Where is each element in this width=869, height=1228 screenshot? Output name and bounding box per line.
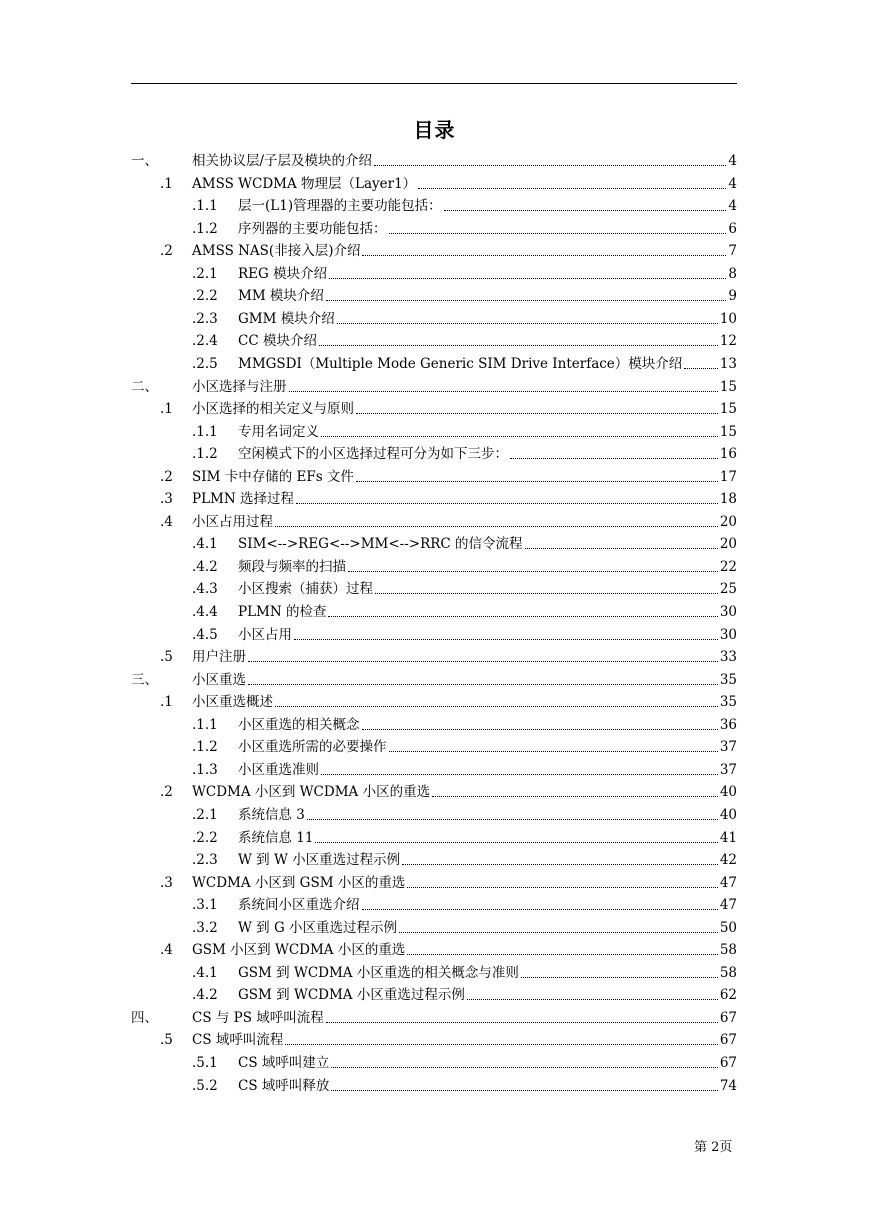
- toc-entry-page: 40: [719, 806, 737, 823]
- toc-entry[interactable]: [0, 512, 869, 532]
- toc-entry-title: WCDMA 小区到 WCDMA 小区的重选: [192, 784, 431, 801]
- toc-entry-number: .5: [160, 1032, 173, 1049]
- toc-leader-dots: [362, 909, 718, 910]
- toc-entry[interactable]: [0, 918, 869, 938]
- toc-entry-number: .4.2: [192, 987, 218, 1004]
- toc-entry-title: SIM 卡中存储的 EFs 文件: [192, 468, 354, 485]
- toc-entry-page: 36: [719, 716, 737, 733]
- toc-entry[interactable]: [0, 219, 869, 239]
- toc-entry[interactable]: [0, 354, 869, 374]
- toc-entry[interactable]: [0, 805, 869, 825]
- toc-entry-body: [238, 985, 737, 1005]
- toc-entry-number: .2.3: [192, 852, 218, 869]
- toc-entry-number: .2.4: [192, 333, 218, 350]
- toc-entry-title: 小区重选: [192, 671, 246, 688]
- toc-entry-body: [192, 1008, 737, 1028]
- toc-entry-title: 相关协议层/子层及模块的介绍: [192, 153, 373, 169]
- toc-leader-dots: [337, 323, 718, 324]
- toc-entry-title: 系统信息 11: [238, 829, 314, 846]
- toc-entry-title: 小区重选准则: [238, 761, 319, 778]
- toc-entry[interactable]: [0, 1008, 869, 1028]
- toc-entry-title: 小区选择与注册: [192, 378, 287, 395]
- toc-entry-body: [192, 489, 737, 509]
- toc-entry-title: CS 域呼叫释放: [238, 1077, 330, 1094]
- toc-entry-page: 15: [719, 401, 737, 418]
- toc-leader-dots: [331, 1090, 717, 1091]
- toc-entry-number: 一、: [131, 153, 158, 169]
- toc-entry[interactable]: [0, 196, 869, 216]
- toc-entry-number: .1.1: [192, 716, 218, 733]
- toc-entry-title: 频段与频率的扫描: [238, 558, 346, 575]
- toc-entry-body: [192, 692, 737, 712]
- toc-entry[interactable]: [0, 625, 869, 645]
- toc-entry-page: 13: [719, 355, 737, 372]
- toc-entry-page: 40: [719, 784, 737, 801]
- toc-entry-page: 20: [719, 513, 737, 530]
- toc-entry-number: .4: [160, 513, 173, 530]
- toc-entry-title: REG 模块介绍: [238, 265, 328, 282]
- toc-entry-page: 12: [719, 333, 737, 350]
- toc-entry-number: .2.2: [192, 829, 218, 846]
- toc-entry-title: CS 域呼叫建立: [238, 1055, 330, 1071]
- toc-leader-dots: [467, 999, 718, 1000]
- toc-entry-body: [238, 331, 737, 351]
- toc-entry-title: 小区重选所需的必要操作: [238, 739, 387, 756]
- toc-entry-title: 小区选择的相关定义与原则: [192, 401, 354, 418]
- toc-entry-number: .2.1: [192, 806, 218, 823]
- toc-entry[interactable]: [0, 151, 869, 171]
- toc-entry-page: 47: [719, 874, 737, 891]
- toc-entry[interactable]: [0, 670, 869, 690]
- toc-entry-title: 系统间小区重选介绍: [238, 897, 360, 914]
- toc-entry-number: .3: [160, 874, 173, 891]
- toc-entry-number: 四、: [131, 1009, 158, 1026]
- toc-entry-page: 42: [719, 852, 737, 869]
- toc-entry-page: 67: [719, 1032, 737, 1049]
- toc-entry-body: [238, 1076, 737, 1096]
- toc-entry[interactable]: [0, 377, 869, 397]
- toc-entry-title: MMGSDI（Multiple Mode Generic SIM Drive Interface）模块介绍: [238, 355, 683, 372]
- toc-entry-page: 8: [728, 265, 737, 282]
- toc-entry-body: [238, 286, 737, 306]
- toc-leader-dots: [331, 1067, 717, 1068]
- toc-entry-body: [192, 377, 737, 397]
- toc-entry-body: [192, 399, 737, 419]
- toc-entry-body: [238, 760, 737, 780]
- toc-entry-body: [238, 737, 737, 757]
- toc-entry[interactable]: [0, 873, 869, 893]
- toc-entry-number: .4.1: [192, 964, 218, 981]
- toc-entry-title: GMM 模块介绍: [238, 310, 335, 327]
- toc-entry-body: [192, 512, 737, 532]
- toc-entry[interactable]: [0, 174, 869, 194]
- toc-entry-body: [238, 805, 737, 825]
- toc-leader-dots: [294, 639, 718, 640]
- toc-entry-page: 15: [719, 378, 737, 395]
- toc-entry-number: .1: [160, 175, 173, 192]
- toc-entry-page: 20: [719, 536, 737, 553]
- toc-entry-page: 41: [719, 829, 737, 846]
- toc-entry-title: AMSS WCDMA 物理层（Layer1）: [192, 175, 417, 192]
- toc-entry-page: 37: [719, 761, 737, 778]
- toc-entry-title: 空闲模式下的小区选择过程可分为如下三步：: [238, 446, 508, 463]
- toc-entry-body: [238, 354, 737, 374]
- toc-entry-title: GSM 小区到 WCDMA 小区的重选: [192, 942, 406, 959]
- toc-entry-body: [238, 557, 737, 577]
- toc-entry[interactable]: [0, 1053, 869, 1073]
- page-title: 目录: [413, 118, 456, 142]
- toc-entry-number: .1.2: [192, 220, 218, 237]
- toc-entry-number: .4.3: [192, 581, 218, 598]
- header-rule: [131, 83, 737, 84]
- toc-entry[interactable]: [0, 715, 869, 735]
- toc-entry-number: 二、: [131, 378, 158, 395]
- toc-entry-title: 小区占用: [238, 626, 292, 643]
- toc-entry-number: .1: [160, 694, 173, 711]
- toc-entry-title: MM 模块介绍: [238, 288, 324, 305]
- toc-leader-dots: [444, 210, 727, 211]
- toc-entry-page: 4: [728, 175, 737, 192]
- toc-entry-body: [192, 670, 737, 690]
- toc-entry-number: .1.1: [192, 198, 218, 215]
- toc-leader-dots: [389, 233, 727, 234]
- toc-entry-title: 用户注册: [192, 649, 246, 666]
- toc-entry-body: [238, 828, 737, 848]
- toc-leader-dots: [248, 684, 718, 685]
- toc-leader-dots: [248, 661, 718, 662]
- toc-entry[interactable]: [0, 579, 869, 599]
- toc-entry-page: 22: [719, 558, 737, 575]
- toc-leader-dots: [275, 706, 718, 707]
- toc-entry[interactable]: [0, 940, 869, 960]
- toc-entry-number: .1.3: [192, 761, 218, 778]
- toc-entry-title: 序列器的主要功能包括：: [238, 220, 387, 237]
- toc-entry-title: 专用名词定义: [238, 423, 319, 440]
- toc-leader-dots: [319, 345, 718, 346]
- toc-entry-title: 小区搜索（捕获）过程: [238, 581, 373, 598]
- toc-entry-number: .4.1: [192, 536, 218, 553]
- toc-entry-title: 小区重选的相关概念: [238, 716, 360, 733]
- toc-leader-dots: [521, 977, 718, 978]
- toc-leader-dots: [525, 548, 718, 549]
- toc-leader-dots: [296, 503, 718, 504]
- toc-entry-page: 16: [719, 446, 737, 463]
- toc-entry-title: W 到 G 小区重选过程示例: [238, 919, 398, 936]
- toc-entry-number: .4.5: [192, 626, 218, 643]
- toc-entry-page: 25: [719, 581, 737, 598]
- toc-leader-dots: [407, 887, 717, 888]
- toc-entry-page: 35: [719, 671, 737, 688]
- toc-entry[interactable]: [0, 264, 869, 284]
- toc-entry-title: W 到 W 小区重选过程示例: [238, 852, 401, 869]
- toc-entry-page: 17: [719, 468, 737, 485]
- toc-entry-page: 47: [719, 897, 737, 914]
- toc-entry-body: [192, 647, 737, 667]
- toc-entry[interactable]: [0, 309, 869, 329]
- toc-entry-body: [192, 174, 737, 194]
- toc-entry-number: .5.2: [192, 1077, 218, 1094]
- toc-entry-number: .2: [160, 468, 173, 485]
- toc-entry-title: 小区重选概述: [192, 694, 273, 711]
- toc-entry-title: 小区占用过程: [192, 513, 273, 530]
- toc-entry-body: [238, 196, 737, 216]
- toc-entry-title: WCDMA 小区到 GSM 小区的重选: [192, 874, 406, 891]
- toc-entry[interactable]: [0, 422, 869, 442]
- toc-entry[interactable]: [0, 331, 869, 351]
- toc-entry-body: [238, 444, 737, 464]
- toc-entry[interactable]: [0, 828, 869, 848]
- toc-entry[interactable]: [0, 489, 869, 509]
- toc-entry-page: 74: [719, 1077, 737, 1094]
- toc-entry-number: .1.2: [192, 446, 218, 463]
- toc-entry-page: 15: [719, 423, 737, 440]
- toc-entry[interactable]: [0, 467, 869, 487]
- toc-entry-number: .2.2: [192, 288, 218, 305]
- toc-entry[interactable]: [0, 963, 869, 983]
- toc-entry-body: [192, 873, 737, 893]
- toc-entry-page: 6: [728, 220, 737, 237]
- toc-leader-dots: [326, 300, 726, 301]
- toc-entry-body: [238, 1053, 737, 1073]
- toc-entry-number: 三、: [131, 671, 158, 688]
- toc-entry[interactable]: [0, 737, 869, 757]
- toc-leader-dots: [510, 458, 718, 459]
- toc-entry-number: .1: [160, 401, 173, 418]
- toc-entry-body: [238, 850, 737, 870]
- toc-entry-title: 层一(L1)管理器的主要功能包括：: [238, 198, 442, 215]
- toc-entry-page: 67: [719, 1055, 737, 1071]
- toc-entry-body: [238, 219, 737, 239]
- toc-entry-body: [238, 602, 737, 622]
- toc-entry-number: .4: [160, 942, 173, 959]
- toc-leader-dots: [329, 278, 726, 279]
- toc-entry-title: 系统信息 3: [238, 806, 305, 823]
- toc-entry-page: 10: [719, 310, 737, 327]
- toc-entry-body: [238, 534, 737, 554]
- toc-leader-dots: [375, 593, 718, 594]
- toc-entry-number: .2: [160, 243, 173, 260]
- toc-entry-title: PLMN 的检查: [238, 604, 327, 620]
- toc-entry[interactable]: [0, 895, 869, 915]
- toc-leader-dots: [307, 819, 718, 820]
- toc-leader-dots: [399, 932, 718, 933]
- toc-entry-page: 58: [719, 964, 737, 981]
- toc-entry-page: 9: [728, 288, 737, 305]
- toc-entry-body: [238, 422, 737, 442]
- toc-entry-number: .2.3: [192, 310, 218, 327]
- toc-leader-dots: [356, 481, 718, 482]
- toc-entry-title: CC 模块介绍: [238, 333, 317, 350]
- toc-entry-page: 58: [719, 942, 737, 959]
- toc-entry-title: SIM<-->REG<-->MM<-->RRC 的信令流程: [238, 536, 523, 553]
- toc-entry-number: .2.5: [192, 355, 218, 372]
- toc-entry[interactable]: [0, 760, 869, 780]
- page-number-footer: 第 2页: [694, 1140, 733, 1155]
- toc-entry-body: [192, 782, 737, 802]
- toc-leader-dots: [275, 526, 718, 527]
- toc-entry-body: [238, 579, 737, 599]
- toc-leader-dots: [389, 751, 718, 752]
- toc-entry[interactable]: [0, 1030, 869, 1050]
- toc-entry-title: AMSS NAS(非接入层)介绍: [192, 243, 361, 260]
- toc-leader-dots: [362, 729, 718, 730]
- toc-leader-dots: [374, 165, 726, 166]
- toc-entry[interactable]: [0, 782, 869, 802]
- toc-entry-page: 37: [719, 739, 737, 756]
- toc-entry-number: .4.4: [192, 604, 218, 620]
- toc-entry[interactable]: [0, 602, 869, 622]
- toc-entry[interactable]: [0, 850, 869, 870]
- toc-entry-number: .2.1: [192, 265, 218, 282]
- toc-entry-body: [192, 940, 737, 960]
- toc-entry-body: [192, 1030, 737, 1050]
- toc-entry-body: [192, 241, 737, 261]
- toc-entry-page: 67: [719, 1009, 737, 1026]
- toc-entry[interactable]: [0, 692, 869, 712]
- toc-leader-dots: [321, 436, 718, 437]
- toc-entry-page: 35: [719, 694, 737, 711]
- toc-entry-body: [192, 151, 737, 171]
- toc-entry-page: 30: [719, 626, 737, 643]
- toc-entry-page: 30: [719, 604, 737, 620]
- toc-leader-dots: [315, 842, 717, 843]
- toc-entry-page: 7: [728, 243, 737, 260]
- toc-entry-title: CS 与 PS 域呼叫流程: [192, 1009, 324, 1026]
- toc-entry[interactable]: [0, 1076, 869, 1096]
- toc-leader-dots: [418, 188, 726, 189]
- toc-entry-body: [192, 467, 737, 487]
- toc-leader-dots: [356, 413, 718, 414]
- toc-entry-body: [238, 625, 737, 645]
- toc-entry-number: .1.2: [192, 739, 218, 756]
- toc-entry-body: [238, 309, 737, 329]
- toc-entry-page: 62: [719, 987, 737, 1004]
- toc-entry[interactable]: [0, 557, 869, 577]
- toc-leader-dots: [407, 954, 717, 955]
- toc-entry-number: .2: [160, 784, 173, 801]
- toc-entry-body: [238, 264, 737, 284]
- toc-leader-dots: [402, 864, 718, 865]
- toc-entry[interactable]: [0, 241, 869, 261]
- toc-leader-dots: [348, 571, 718, 572]
- toc-leader-dots: [432, 796, 718, 797]
- toc-leader-dots: [321, 774, 718, 775]
- toc-entry-title: GSM 到 WCDMA 小区重选的相关概念与准则: [238, 964, 519, 981]
- toc-leader-dots: [684, 368, 718, 369]
- toc-entry[interactable]: [0, 985, 869, 1005]
- toc-entry-number: .3.2: [192, 919, 218, 936]
- toc-entry-page: 18: [719, 491, 737, 508]
- toc-entry-body: [238, 715, 737, 735]
- toc-entry-title: GSM 到 WCDMA 小区重选过程示例: [238, 987, 465, 1004]
- toc-entry-number: .5: [160, 649, 173, 666]
- toc-entry-body: [238, 918, 737, 938]
- toc-entry-page: 50: [719, 919, 737, 936]
- toc-leader-dots: [285, 1044, 717, 1045]
- toc-entry-number: .5.1: [192, 1055, 218, 1071]
- toc-leader-dots: [362, 255, 726, 256]
- toc-entry-title: CS 域呼叫流程: [192, 1032, 284, 1049]
- toc-entry-body: [238, 963, 737, 983]
- toc-entry-number: .1.1: [192, 423, 218, 440]
- toc-entry-title: PLMN 选择过程: [192, 491, 294, 508]
- toc-entry-body: [238, 895, 737, 915]
- toc-entry-page: 4: [728, 153, 737, 169]
- toc-leader-dots: [289, 391, 718, 392]
- toc-entry[interactable]: [0, 399, 869, 419]
- toc-entry-number: .3: [160, 491, 173, 508]
- toc-entry[interactable]: [0, 534, 869, 554]
- toc-entry-page: 4: [728, 198, 737, 215]
- toc-entry-number: .3.1: [192, 897, 218, 914]
- toc-entry[interactable]: [0, 647, 869, 667]
- toc-entry-number: .4.2: [192, 558, 218, 575]
- toc-leader-dots: [326, 1022, 718, 1023]
- toc-leader-dots: [328, 616, 717, 617]
- toc-entry-page: 33: [719, 649, 737, 666]
- toc-entry[interactable]: [0, 444, 869, 464]
- toc-entry[interactable]: [0, 286, 869, 306]
